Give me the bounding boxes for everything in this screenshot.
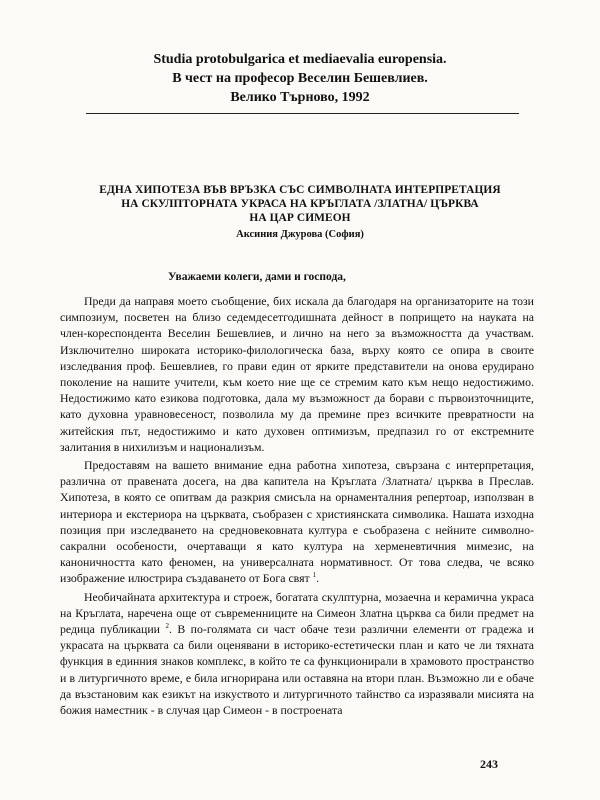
footnote-ref-2: 2 [165,622,169,631]
paragraph-3 [60,589,534,719]
title-line-3: НА ЦАР СИМЕОН [249,212,351,224]
header-line-series: Studia protobulgarica et mediaevalia europensia. [153,52,447,67]
volume-header [60,50,540,107]
header-rule [86,113,519,114]
header-line-dedication: В чест на професор Веселин Бешевлиев. [172,71,428,86]
paragraph-3-text-b: . В по-голямата си част обаче тези различни елементи от градежа и украсата на църквата са били оценявани в историко-естетически план и като че ли тяхната функция в единния знаков комплекс, в който те са функционирали в храмовото пространство и в литургичното време, е била игнорирана или оставяна на втори план. Възможно ли е обаче да възстановим как езикът на изкуството и литургичното тайнство са изразявали мисията на божия наместник - в случая цар Симеон - в построената [60,622,534,718]
title-line-2: НА СКУЛПТОРНАТА УКРАСА НА КРЪГЛАТА /ЗЛАТНА/ ЦЪРКВА [121,198,479,210]
title-line-1: ЕДНА ХИПОТЕЗА ВЪВ ВРЪЗКА СЪС СИМВОЛНАТА ИНТЕРПРЕТАЦИЯ [99,184,501,196]
paragraph-2 [60,457,534,587]
footnote-ref-1: 1 [312,571,317,580]
paragraph-2-end: . [316,571,320,586]
page-number: 243 [480,757,498,771]
header-line-place-date: Велико Търново, 1992 [230,90,370,105]
paragraph-2-text: Предоставям на вашето внимание една работна хипотеза, свързана с интерпретация, различна от правената досега, на два капитела на Кръглата /Златната/ църква в Преслав. Хипотеза, в която се опитвам да разкрия смисъла на орнаменталния репертоар, използван в интериора и екстериора на църквата, съобразен с християнската символика. Нашата изходна позиция при изследването на средновековната култура е съобразена с нейните символно-сакрални особености, очертаващи я като култура на херменевтичния мимезис, на каноничността като феномен, на универсалната нормативност. От това следва, че всяко изображение илюстрира създаването от Бога свят [60,458,534,586]
paragraph-1: Преди да направя моето съобщение, бих искала да благодаря на организаторите на този симпозиум, посветен на близо седемдесетгодишната дейност в попрището на науката на член-кореспондента Веселин Бешевлиев, и лично на него за възможността да участвам. Изключително широката историко-филологическа база, върху която се опира в своите изследвания проф. Бешевлиев, го прави един от ярките представители на онова ерудирано поколение на нашите учители, към което ние ще се стремим като към нещо недостижимо. Недостижимо като езикова подготовка, дала му възможност да борави с първоизточниците, като духовна уравновесеност, позволила му да премине през всичките превратности на житейския път, недостижимо и като духовен оптимизъм, предпазил го от екстремните залитания в нихилизъм и национализъм. [60,294,534,454]
article-body [60,293,534,718]
article-title [70,183,530,225]
greeting: Уважаеми колеги, дами и господа, [168,271,346,283]
article-author: Аксиния Джурова (София) [236,229,364,240]
paragraph-3-text-a: Необичайната архитектура и строеж, богатата скулптурна, мозаечна и керамична украса на Кръглата, наречена още от съвременниците на Симеон Златна църква са били предмет на редица публикации [60,589,534,637]
